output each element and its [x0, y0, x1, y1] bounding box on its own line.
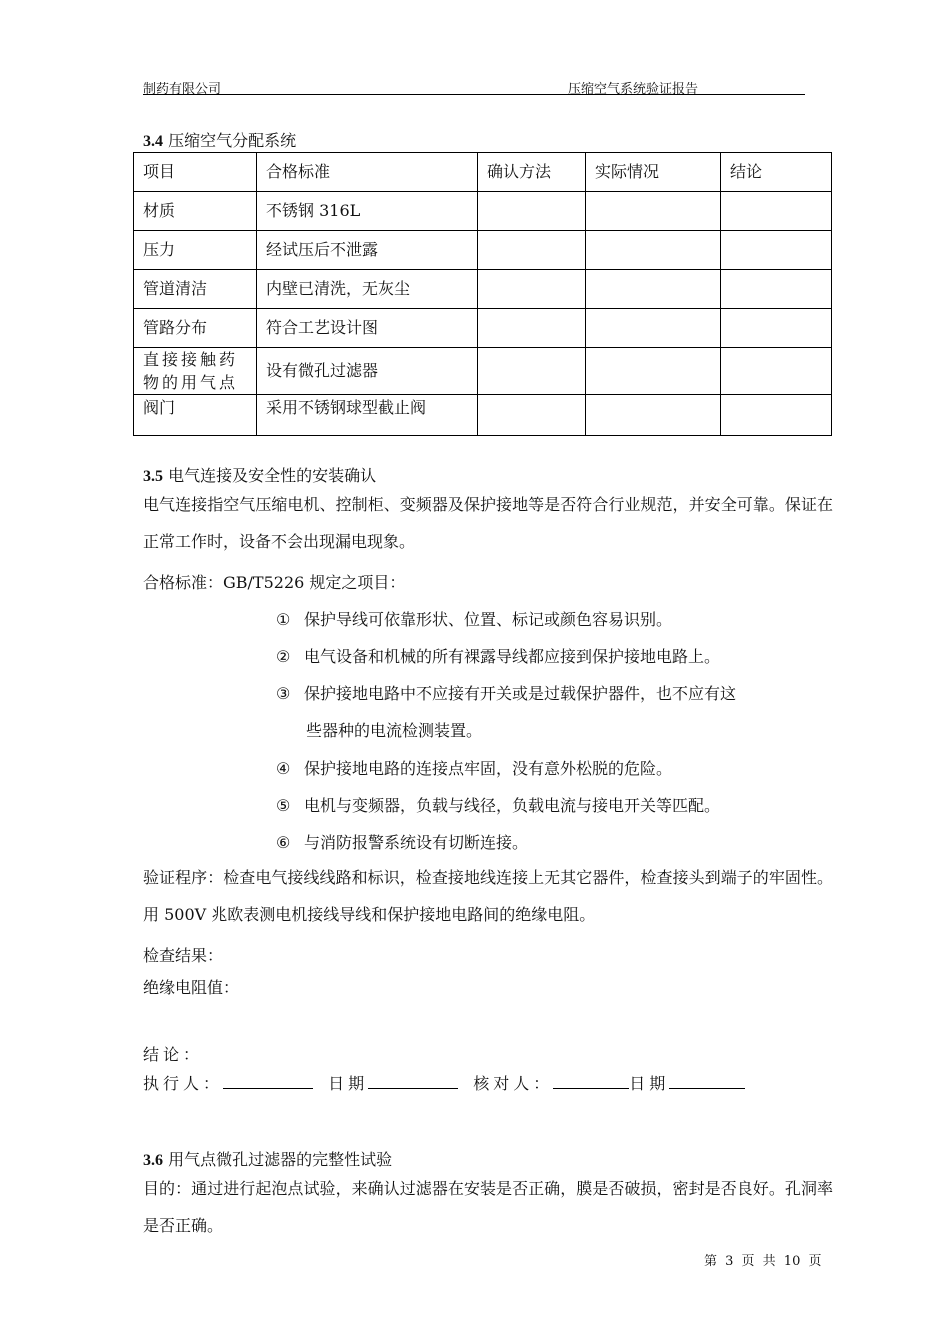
executor-label: 执行人：: [143, 1074, 224, 1093]
method-cell: [478, 231, 586, 270]
column-header: 确认方法: [478, 153, 586, 192]
item-cell: 管路分布: [134, 309, 257, 348]
conclusion-cell: [721, 270, 832, 309]
item-marker: ④: [276, 759, 291, 778]
item-text: 保护接地电路中不应接有开关或是过载保护器件，也不应有这: [304, 684, 737, 703]
item-text: 电机与变频器，负载与线径，负载电流与接电开关等匹配。: [304, 796, 721, 815]
conclusion-cell: [721, 348, 832, 395]
table-row: [134, 231, 832, 270]
item-cell: 材质: [134, 192, 257, 231]
section-3-4-heading: [143, 128, 296, 151]
table-row: [134, 348, 832, 395]
section-3-6-heading: [143, 1147, 392, 1170]
table-header-row: [134, 153, 832, 192]
purpose-paragraph: 目的：通过进行起泡点试验，来确认过滤器在安装是否正确，膜是否破损，密封是否良好。孔洞率是否正确。: [143, 1179, 833, 1235]
method-cell: [478, 270, 586, 309]
method-cell: [478, 192, 586, 231]
table-row: [134, 309, 832, 348]
criteria-item-continuation: 些器种的电流检测装置。: [306, 721, 483, 740]
standard-cell: 符合工艺设计图: [257, 309, 478, 348]
item-marker: ②: [276, 647, 291, 666]
column-header: 项目: [134, 153, 257, 192]
item-cell: 压力: [134, 231, 257, 270]
date-label: 日期: [629, 1074, 670, 1093]
standard-cell: 不锈钢 316L: [257, 192, 478, 231]
item-cell: [134, 348, 257, 395]
conclusion-cell: [721, 231, 832, 270]
signature-row: [143, 1071, 745, 1094]
criteria-item: [276, 793, 720, 816]
criteria-item: [276, 681, 736, 704]
section-title: 电气连接及安全性的安装确认: [168, 466, 377, 485]
criteria-item: [276, 830, 528, 853]
item-marker: ①: [276, 610, 291, 629]
insulation-resistance-label: 绝缘电阻值：: [143, 978, 240, 997]
item-cell: 阀门: [134, 395, 257, 436]
item-text: 电气设备和机械的所有裸露导线都应接到保护接地电路上。: [304, 647, 721, 666]
table-row: [134, 270, 832, 309]
section-number: 3.6: [143, 1152, 163, 1169]
criteria-item: [276, 756, 672, 779]
electrical-intro-paragraph: 电气连接指空气压缩电机、控制柜、变频器及保护接地等是否符合行业规范，并安全可靠。保证在正常工作时，设备不会出现漏电现象。: [143, 495, 833, 551]
criteria-item: [276, 607, 672, 630]
check-result-label: 检查结果：: [143, 946, 224, 965]
criteria-item: [276, 644, 720, 667]
section-title: 用气点微孔过滤器的完整性试验: [168, 1150, 393, 1169]
section-title: 压缩空气分配系统: [168, 131, 297, 150]
section-3-5-heading: [143, 463, 376, 486]
column-header: 实际情况: [586, 153, 721, 192]
date-blank: [669, 1074, 745, 1089]
actual-cell: [586, 231, 721, 270]
actual-cell: [586, 348, 721, 395]
item-text: 与消防报警系统设有切断连接。: [304, 833, 529, 852]
item-marker: ⑤: [276, 796, 291, 815]
date-blank: [368, 1074, 458, 1089]
conclusion-label: 结论：: [143, 1045, 204, 1064]
method-cell: [478, 395, 586, 436]
conclusion-cell: [721, 309, 832, 348]
date-label: 日期: [328, 1074, 369, 1093]
section-number: 3.4: [143, 133, 163, 150]
section-number: 3.5: [143, 468, 163, 485]
item-marker: ⑥: [276, 833, 291, 852]
standard-cell: 经试压后不泄露: [257, 231, 478, 270]
item-marker: ③: [276, 684, 291, 703]
table-row: [134, 395, 832, 436]
method-cell: [478, 348, 586, 395]
conclusion-cell: [721, 192, 832, 231]
page-number: 第 3 页 共 10 页: [704, 1254, 822, 1269]
header-company: 制药有限公司: [143, 82, 222, 97]
item-cell-line: 直接接触药: [143, 350, 239, 369]
actual-cell: [586, 395, 721, 436]
distribution-system-table: [133, 152, 832, 436]
item-cell: 管道清洁: [134, 270, 257, 309]
method-cell: [478, 309, 586, 348]
column-header: 结论: [721, 153, 832, 192]
criteria-label: 合格标准：GB/T5226 规定之项目：: [143, 573, 406, 592]
checker-blank: [553, 1074, 629, 1089]
executor-blank: [223, 1074, 313, 1089]
checker-label: 核对人：: [473, 1074, 554, 1093]
column-header: 合格标准: [257, 153, 478, 192]
standard-cell: 采用不锈钢球型截止阀: [257, 395, 478, 436]
actual-cell: [586, 309, 721, 348]
item-text: 保护导线可依靠形状、位置、标记或颜色容易识别。: [304, 610, 673, 629]
standard-cell: 内壁已清洗，无灰尘: [257, 270, 478, 309]
header-divider: [143, 94, 805, 95]
item-cell-line: 物的用气点: [143, 373, 239, 392]
conclusion-cell: [721, 395, 832, 436]
item-text: 保护接地电路的连接点牢固，没有意外松脱的危险。: [304, 759, 673, 778]
verification-procedure-paragraph: 验证程序：检查电气接线线路和标识，检查接地线连接上无其它器件，检查接头到端子的牢固性。用 500V 兆欧表测电机接线导线和保护接地电路间的绝缘电阻。: [143, 868, 833, 924]
actual-cell: [586, 270, 721, 309]
actual-cell: [586, 192, 721, 231]
header-report-title: 压缩空气系统验证报告: [568, 82, 699, 97]
table-row: [134, 192, 832, 231]
standard-cell: 设有微孔过滤器: [257, 348, 478, 395]
